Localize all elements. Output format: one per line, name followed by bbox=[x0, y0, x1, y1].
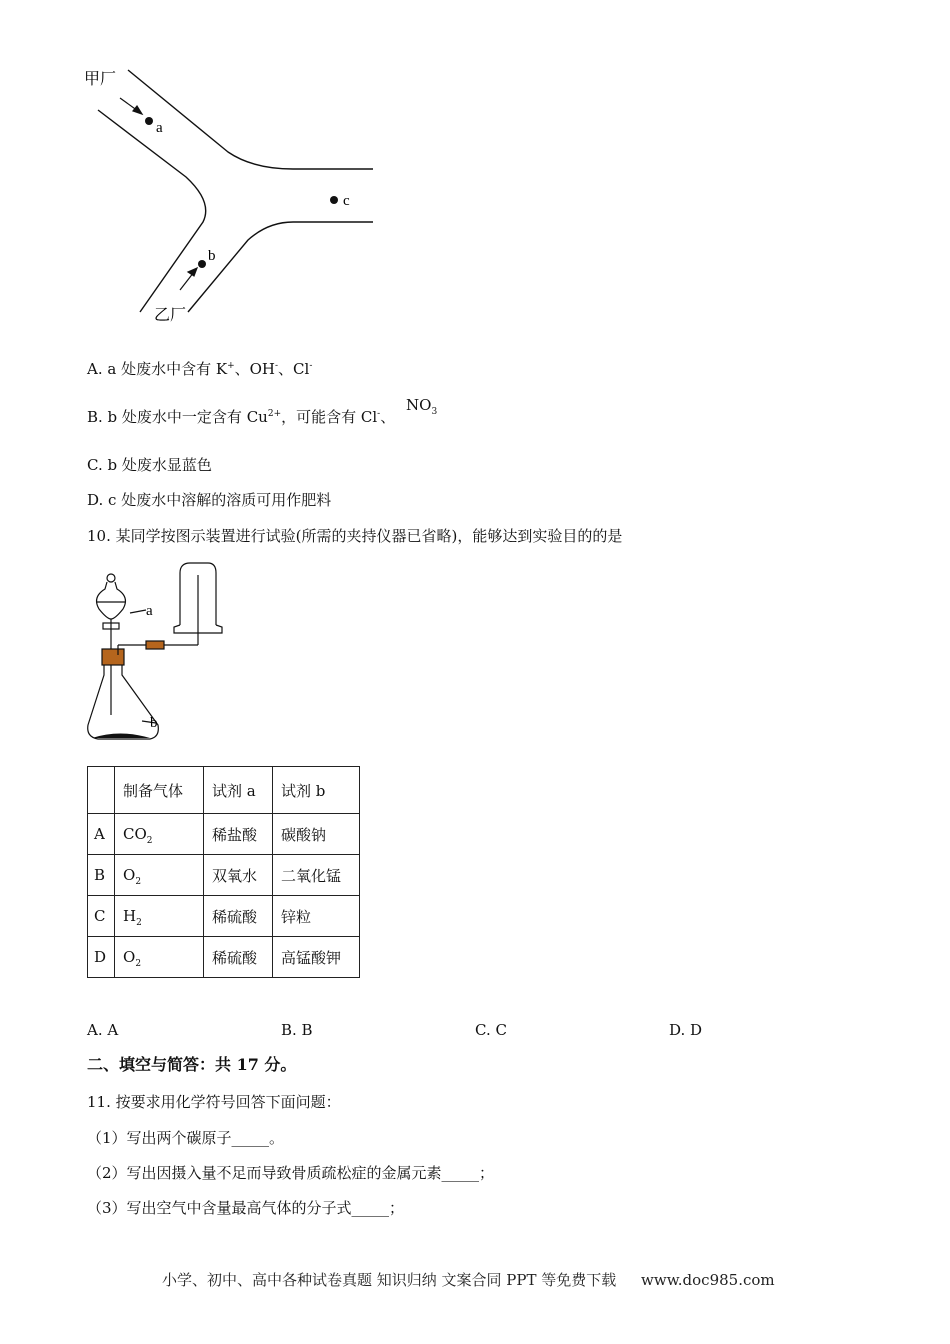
label-yi-factory: 乙厂 bbox=[154, 307, 187, 324]
channel-upper-bank bbox=[128, 70, 373, 169]
q10-choice-b: B. B bbox=[281, 1021, 313, 1039]
q11-item-3: （3）写出空气中含量最高气体的分子式_____； bbox=[87, 1199, 405, 1217]
q10-stem: 10. 某同学按图示装置进行试验(所需的夹持仪器已省略)，能够达到实验目的的是 bbox=[87, 527, 623, 545]
q10-choice-c: C. C bbox=[475, 1021, 507, 1039]
separatory-funnel bbox=[97, 582, 126, 619]
label-jia-factory: 甲厂 bbox=[84, 71, 117, 88]
q11-item-2: （2）写出因摄入量不足而导致骨质疏松症的金属元素_____； bbox=[87, 1164, 495, 1182]
q9-option-c: C. b 处废水显蓝色 bbox=[87, 456, 212, 474]
nitrate-ion: $NO_3$ bbox=[406, 396, 438, 417]
river-confluence-diagram bbox=[78, 62, 378, 332]
flask-rubber-stopper bbox=[102, 649, 124, 665]
gas-apparatus-diagram bbox=[80, 555, 230, 747]
table-row: A $CO_2$ 稀盐酸 碳酸钠 bbox=[88, 814, 360, 855]
table-header-row bbox=[88, 767, 360, 814]
q9-option-b: B. b 处废水中一定含有 $Cu^{2+}$，可能含有 Cl-、 $NO_3$ bbox=[87, 396, 438, 426]
label-c: c bbox=[343, 193, 350, 209]
footer-text: 小学、初中、高中各种试卷真题 知识归纳 文案合同 PPT 等免费下载 www.doc985.com bbox=[162, 1271, 775, 1289]
table-row: C $H_2$ 稀硫酸 锌粒 bbox=[88, 896, 360, 937]
label-a-leader bbox=[130, 610, 146, 613]
point-a-dot bbox=[145, 117, 153, 125]
table-header-cell: 试剂 a bbox=[204, 767, 273, 814]
table-row: B $O_2$ 双氧水 二氧化锰 bbox=[88, 855, 360, 896]
q10-choice-d: D. D bbox=[669, 1021, 703, 1039]
channel-middle-bank bbox=[98, 110, 206, 312]
q11-stem: 11. 按要求用化学符号回答下面问题： bbox=[87, 1093, 341, 1111]
rubber-connector bbox=[146, 641, 164, 649]
q9-option-d: D. c 处废水中溶解的溶质可用作肥料 bbox=[87, 491, 332, 509]
flow-arrow-yi-head bbox=[188, 268, 197, 276]
table-header-cell bbox=[88, 767, 115, 814]
table-header-cell: 试剂 b bbox=[273, 767, 360, 814]
solid-reagent-b bbox=[92, 734, 150, 739]
reagent-table bbox=[87, 766, 360, 978]
conical-flask bbox=[88, 665, 159, 739]
footer-url[interactable]: www.doc985.com bbox=[641, 1271, 775, 1289]
label-b: b bbox=[208, 248, 216, 264]
point-c-dot bbox=[330, 196, 338, 204]
q10-choice-a: A. A bbox=[87, 1021, 119, 1039]
table-row: D $O_2$ 稀硫酸 高锰酸钾 bbox=[88, 937, 360, 978]
q9-option-a: A. a 处废水中含有 K+、OH-、Cl- bbox=[87, 360, 313, 378]
q11-item-1: （1）写出两个碳原子_____。 bbox=[87, 1129, 285, 1147]
point-b-dot bbox=[198, 260, 206, 268]
channel-lower-bank bbox=[188, 222, 373, 312]
label-a-apparatus: a bbox=[146, 603, 153, 619]
label-a: a bbox=[156, 120, 163, 136]
section-title: 二、填空与简答：共 17 分。 bbox=[87, 1055, 297, 1074]
table-header-cell: 制备气体 bbox=[115, 767, 204, 814]
funnel-stopper bbox=[107, 574, 115, 582]
label-b-apparatus: b bbox=[150, 715, 158, 731]
flow-arrow-jia-head bbox=[133, 106, 142, 114]
